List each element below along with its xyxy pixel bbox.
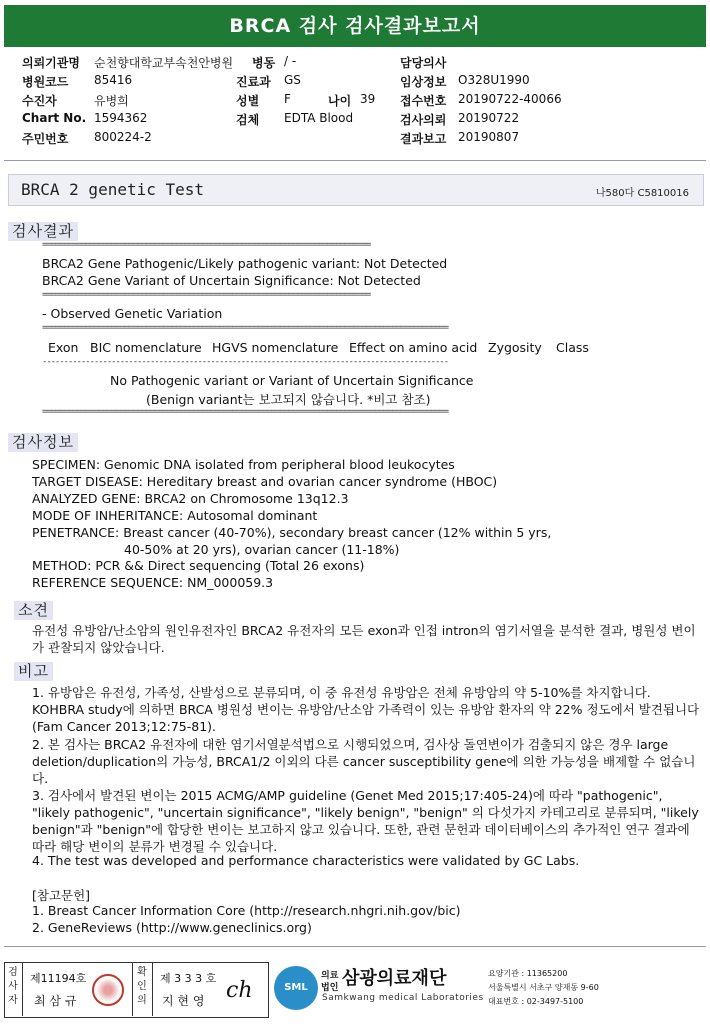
org-address: 서울특별시 서초구 양재동 9-60: [488, 983, 599, 992]
specimen-value: EDTA Blood: [284, 111, 354, 125]
inspector-label: 검사자: [8, 967, 18, 1006]
separator-line: ============================================================================: [42, 290, 371, 300]
gene-line: ANALYZED GENE: BRCA2 on Chromosome 13q12.3: [32, 491, 349, 506]
test-name: BRCA 2 genetic Test: [21, 180, 205, 199]
vus-result: BRCA2 Gene Variant of Uncertain Significance: Not Detected: [42, 273, 421, 288]
chart-label: Chart No.: [22, 111, 87, 125]
doctor-label: 담당의사: [400, 56, 447, 70]
divider: [4, 160, 706, 161]
remark-1: 1. 유방암은 유전성, 가족성, 산발성으로 분류되며, 이 중 유전성 유방암은 전체 유방암의 약 5-10%를 차지합니다. KOHBRA study에 의하면 BRCA 병원성 변이는 유방암/난소암 가족력이 있는 유방암 환자의 약 22% 정도에서 발견됩니다 (Fam Cancer 2013;12:75-81).: [32, 685, 700, 734]
inspector-name: 최 삼 규: [34, 994, 77, 1008]
col-bic: BIC nomenclature: [90, 340, 202, 355]
org-prefix-2: 법인: [321, 983, 339, 993]
confirm-number: 제 3 3 3 호: [160, 972, 217, 985]
col-effect: Effect on amino acid: [349, 340, 478, 355]
testinfo-heading: 검사정보: [8, 433, 78, 452]
chart-value: 1594362: [94, 111, 148, 125]
finding-heading: 소견: [14, 601, 53, 620]
age-value: 39: [360, 92, 376, 106]
mode-line: MODE OF INHERITANCE: Autosomal dominant: [32, 508, 318, 523]
confirm-label: 확인의: [137, 967, 147, 1006]
accession-label: 접수번호: [400, 94, 447, 108]
separator-line: ============================================================================: [42, 240, 371, 250]
dept-label: 진료과: [236, 75, 271, 89]
ward-value: / -: [284, 54, 297, 68]
request-label: 검사의뢰: [400, 113, 447, 127]
col-class: Class: [556, 340, 589, 355]
remark-2: 2. 본 검사는 BRCA2 유전자에 대한 염기서열분석법으로 시행되었으며, 검사상 돌연변이가 검출되지 않은 경우 large deletion/duplication의 가능성, BRCA1/2 이외의 다른 cancer susceptibility gene에 의한 가능성을 배제할 수 없습니다.: [32, 737, 696, 786]
seal-icon: [92, 974, 124, 1006]
benign-note: (Benign variant는 보고되지 않습니다. *비고 참조): [146, 392, 431, 407]
penetrance-line: PENETRANCE: Breast cancer (40-70%), secondary breast cancer (12% within 5 yrs,: [32, 525, 552, 540]
sex-label: 성별: [236, 94, 260, 108]
patient-info: [22, 52, 702, 147]
hospcode-label: 병원코드: [22, 75, 69, 89]
request-value: 20190722: [458, 111, 520, 125]
inspector-number: 제11194호: [30, 972, 87, 985]
dept-value: GS: [284, 73, 301, 87]
method-line: METHOD: PCR && Direct sequencing (Total 26 exons): [32, 558, 365, 573]
remarks-heading: 비고: [14, 662, 53, 681]
report-title: BRCA 검사 검사결과보고서: [4, 5, 706, 47]
separator-line: ----------------------------------------------------------------------------------------------: [42, 357, 448, 367]
test-code: 나580다 C5810016: [595, 188, 689, 199]
test-bar: [8, 174, 704, 206]
org-phone: 대표번호 : 02-3497-5100: [488, 997, 584, 1006]
col-hgvs: HGVS nomenclature: [212, 340, 339, 355]
signature-icon: ch: [226, 978, 253, 1003]
ward-label: 병동: [252, 56, 276, 70]
penetrance-line-2: 40-50% at 20 yrs), ovarian cancer (11-18%): [124, 542, 400, 557]
institution-label: 의뢰기관명: [22, 56, 80, 70]
divider: [152, 962, 153, 1016]
sex-value: F: [284, 92, 291, 106]
name-label: 수진자: [22, 94, 57, 108]
remark-4: 4. The test was developed and performance characteristics were validated by GC Labs.: [32, 853, 580, 868]
org-prefix-1: 의료: [321, 971, 339, 981]
specimen-label: 검체: [236, 113, 260, 127]
separator-line: ==============================================================================================: [42, 323, 448, 333]
footer: [4, 960, 706, 1020]
reference-line: REFERENCE SEQUENCE: NM_000059.3: [32, 575, 274, 590]
finding-text: 유전성 유방암/난소암의 원인유전자인 BRCA2 유전자의 모든 exon과 인접 intron의 염기서열을 분석한 결과, 병원성 변이가 관찰되지 않았습니다.: [32, 623, 696, 655]
divider: [22, 962, 23, 1016]
remark-3: 3. 검사에서 발견된 변이는 2015 ACMG/AMP guideline (Genet Med 2015;17:405-24)에 따라 "pathogenic", "likely pathogenic", "uncertain significance", "likely benign", "benign" 의 다섯가지 카테고리로 분류되며, "likely benign"과 "benign"에 합당한 변이는 보고하지 않고 있습니다. 또한, 관련 문헌과 데이터베이스의 추가적인 연구 결과에 따라 해당 변이의 분류가 변경될 수 있습니다.: [32, 788, 699, 854]
hospcode-value: 85416: [94, 73, 133, 87]
ref-2: 2. GeneReviews (http://www.geneclinics.org): [32, 920, 312, 935]
target-line: TARGET DISEASE: Hereditary breast and ovarian cancer syndrome (HBOC): [32, 474, 498, 489]
confirm-name: 지 현 영: [162, 994, 205, 1008]
observed-heading: - Observed Genetic Variation: [42, 306, 223, 321]
org-name: 삼광의료재단: [342, 968, 447, 989]
id-label: 주민번호: [22, 132, 69, 146]
divider: [4, 946, 706, 947]
no-variant-line: No Pathogenic variant or Variant of Uncertain Significance: [110, 373, 474, 388]
org-english: Samkwang medical Laboratories: [322, 993, 484, 1003]
col-zygosity: Zygosity: [488, 340, 542, 355]
name-value: 유병희: [94, 94, 129, 108]
results-heading: 검사결과: [8, 222, 78, 241]
ref-heading: [참고문헌]: [32, 888, 91, 903]
org-code: 요양기관 : 11365200: [488, 969, 568, 978]
col-exon: Exon: [48, 340, 79, 355]
specimen-line: SPECIMEN: Genomic DNA isolated from peripheral blood leukocytes: [32, 457, 455, 472]
report-value: 20190807: [458, 130, 520, 144]
age-label: 나이: [328, 94, 352, 108]
id-value: 800224-2: [94, 130, 152, 144]
report-label: 결과보고: [400, 132, 447, 146]
pathogenic-result: BRCA2 Gene Pathogenic/Likely pathogenic variant: Not Detected: [42, 256, 448, 271]
accession-value: 20190722-40066: [458, 92, 562, 106]
ref-1: 1. Breast Cancer Information Core (http://research.nhgri.nih.gov/bic): [32, 903, 461, 918]
institution-value: 순천향대학교부속천안병원: [94, 56, 234, 70]
sml-logo-icon: SML: [274, 966, 318, 1010]
divider: [132, 962, 133, 1016]
separator-line: ==============================================================================================: [42, 407, 448, 417]
clinical-label: 임상정보: [400, 75, 447, 89]
clinical-value: O328U1990: [458, 73, 530, 87]
